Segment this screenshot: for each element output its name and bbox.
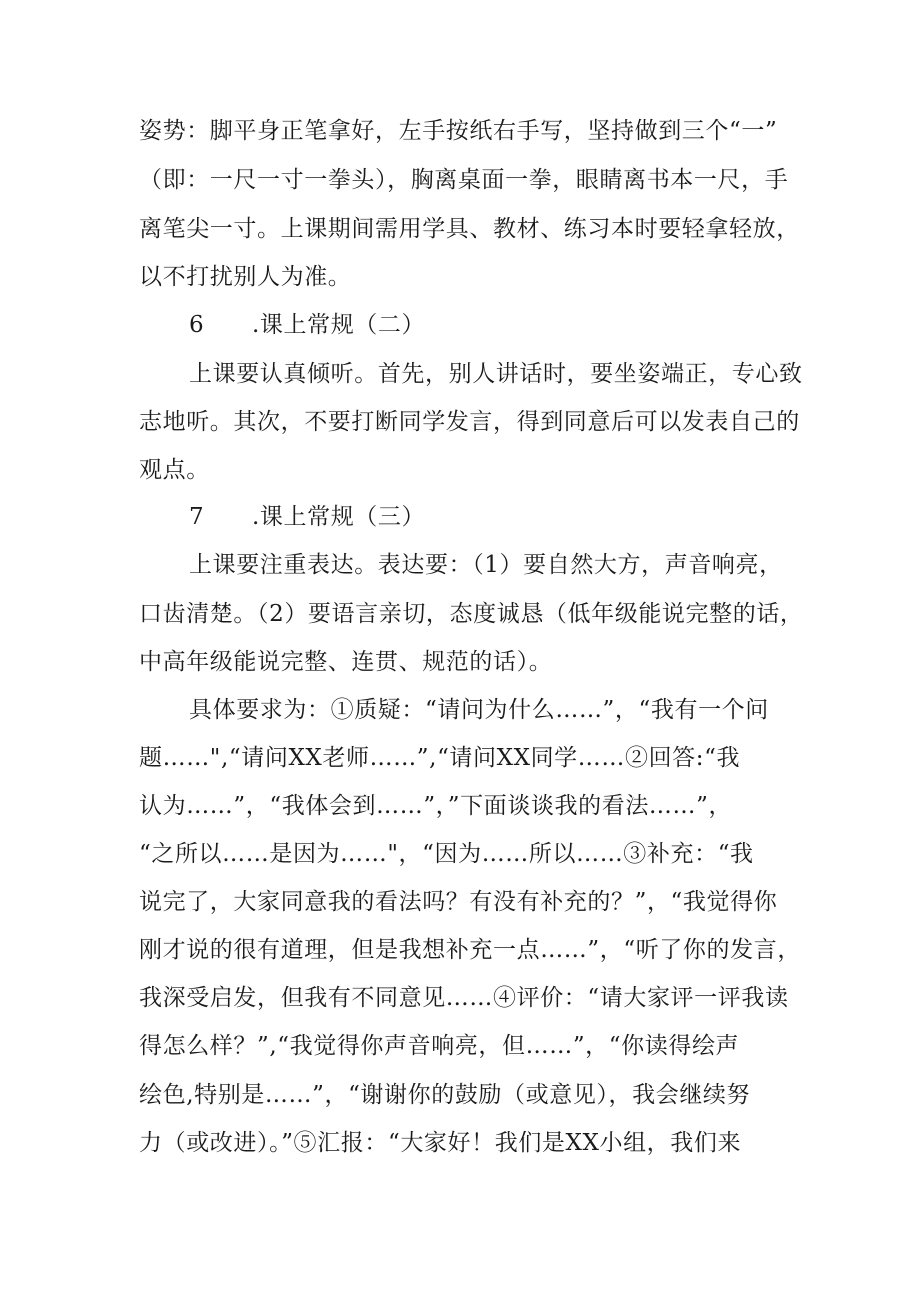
paragraph-line: 志地听。其次，不要打断同学发言，得到同意后可以发表自己的 bbox=[139, 409, 800, 435]
section-6-number: 6 bbox=[189, 312, 204, 338]
paragraph-line: 得怎么样？”,“我觉得你声音响亮，但……”，“你读得绘声 bbox=[139, 1033, 740, 1059]
paragraph-line: 离笔尖一寸。上课期间需用学具、教材、练习本时要轻拿轻放， bbox=[139, 216, 800, 242]
paragraph-line: 中高年级能说完整、连贯、规范的话）。 bbox=[139, 649, 553, 675]
paragraph-line: 绘色,特别是……”，“谢谢你的鼓励（或意见），我会继续努 bbox=[139, 1082, 751, 1108]
paragraph-line: 以不打扰别人为准。 bbox=[139, 264, 352, 290]
paragraph-line: 上课要注重表达。表达要：（1）要自然大方，声音响亮， bbox=[189, 552, 783, 578]
paragraph-line: （即：一尺一寸一拳头），胸离桌面一拳，眼睛离书本一尺，手 bbox=[139, 167, 789, 193]
paragraph-line: 上课要认真倾听。首先，别人讲话时，要坐姿端正，专心致 bbox=[189, 361, 803, 387]
section-6-title: .课上常规（二） bbox=[252, 312, 426, 338]
paragraph-line: 题……",“请问XX老师……”,“请问XX同学……②回答:“我 bbox=[139, 745, 741, 771]
paragraph-line: 姿势：脚平身正笔拿好，左手按纸右手写，坚持做到三个“一” bbox=[139, 118, 778, 144]
paragraph-line: “之所以……是因为……"，“因为……所以……③补充：“我 bbox=[139, 841, 754, 867]
section-7-title: .课上常规（三） bbox=[252, 504, 426, 530]
paragraph-line: 我深受启发，但我有不同意见……④评价：“请大家评一评我读 bbox=[139, 985, 789, 1011]
paragraph-line: 观点。 bbox=[139, 457, 210, 483]
section-7-number: 7 bbox=[189, 504, 204, 530]
paragraph-line: 认为……”，“我体会到……”，”下面谈谈我的看法……”， bbox=[139, 793, 733, 819]
paragraph-line: 具体要求为：①质疑：“请问为什么……”，“我有一个问 bbox=[189, 697, 769, 723]
paragraph-line: 力（或改进）。”⑤汇报：“大家好！我们是XX小组，我们来 bbox=[139, 1130, 742, 1156]
paragraph-line: 口齿清楚。（2）要语言亲切，态度诚恳（低年级能说完整的话， bbox=[139, 601, 804, 627]
paragraph-line: 刚才说的很有道理，但是我想补充一点……”，“听了你的发言， bbox=[139, 937, 801, 963]
paragraph-line: 说完了，大家同意我的看法吗？有没有补充的？”，“我觉得你 bbox=[139, 889, 778, 915]
